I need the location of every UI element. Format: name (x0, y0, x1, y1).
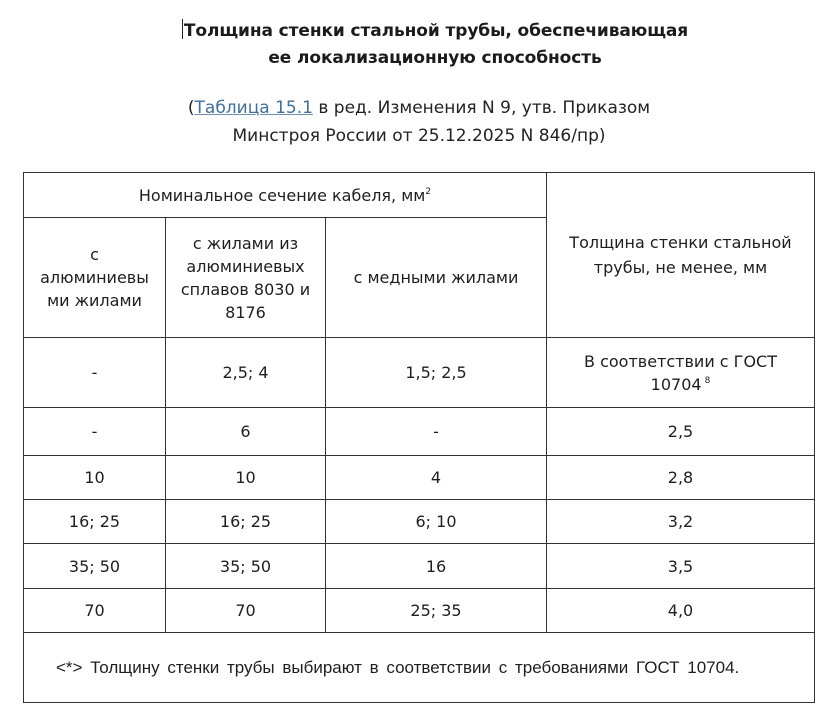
cell-thickness: 2,5 (547, 408, 815, 456)
header-copper: с медными жилами (326, 218, 547, 338)
table-row (24, 500, 815, 544)
cell-aluminum: 16; 25 (24, 500, 166, 544)
cell-thickness: 2,8 (547, 456, 815, 500)
cell-thickness: 4,0 (547, 589, 815, 633)
document-title (0, 18, 835, 72)
title-line-1: Толщина стенки стальной трубы, обеспечивающая (183, 21, 689, 41)
footnote-text: <*> Толщину стенки трубы выбирают в соответствии с требованиями ГОСТ 10704. (56, 657, 740, 677)
cell-thickness: В соответствии с ГОСТ 10704 $^8$ (547, 338, 815, 408)
cell-aluminum: - (24, 408, 166, 456)
revision-text-line-1: в ред. Изменения N 9, утв. Приказом (312, 98, 651, 118)
cell-aluminum: - (24, 338, 166, 408)
table-row (24, 456, 815, 500)
table-row (24, 408, 815, 456)
revision-text-line-2: Минстроя России от 25.12.2025 N 846/пр) (232, 126, 606, 146)
table-row (24, 338, 815, 408)
revision-note (0, 94, 835, 150)
pipe-thickness-table (23, 172, 815, 703)
cell-alloy: 6 (166, 408, 326, 456)
cell-copper: 25; 35 (326, 589, 547, 633)
cell-thickness: 3,5 (547, 544, 815, 589)
text-cursor (182, 19, 183, 39)
footnote-row (24, 633, 815, 703)
cell-thickness: 3,2 (547, 500, 815, 544)
cell-aluminum: 10 (24, 456, 166, 500)
cell-copper: 1,5; 2,5 (326, 338, 547, 408)
superscript-2: 2 (425, 186, 432, 197)
cell-alloy: 70 (166, 589, 326, 633)
cell-aluminum: 70 (24, 589, 166, 633)
cell-copper: 4 (326, 456, 547, 500)
cell-alloy: 16; 25 (166, 500, 326, 544)
table-row (24, 589, 815, 633)
cell-copper: - (326, 408, 547, 456)
header-aluminum: с алюминиевы ми жилами (24, 218, 166, 338)
cell-copper: 16 (326, 544, 547, 589)
cell-copper: 6; 10 (326, 500, 547, 544)
header-thickness: Толщина стенки стальной трубы, не менее, мм (547, 173, 815, 338)
header-alloy: с жилами из алюминиевых сплавов 8030 и 8176 (166, 218, 326, 338)
header-cable-section: Номинальное сечение кабеля, $мм^2$ (24, 173, 547, 218)
footnote (24, 633, 815, 703)
header-row-group (24, 173, 815, 218)
table-reference-link[interactable]: Таблица 15.1 (194, 98, 313, 118)
footnote-marker: 8 (704, 375, 711, 386)
title-line-2: ее локализационную способность (268, 48, 602, 68)
open-paren: ( (187, 98, 195, 118)
table-row (24, 544, 815, 589)
cell-alloy: 35; 50 (166, 544, 326, 589)
cell-alloy: 2,5; 4 (166, 338, 326, 408)
cell-aluminum: 35; 50 (24, 544, 166, 589)
cell-alloy: 10 (166, 456, 326, 500)
